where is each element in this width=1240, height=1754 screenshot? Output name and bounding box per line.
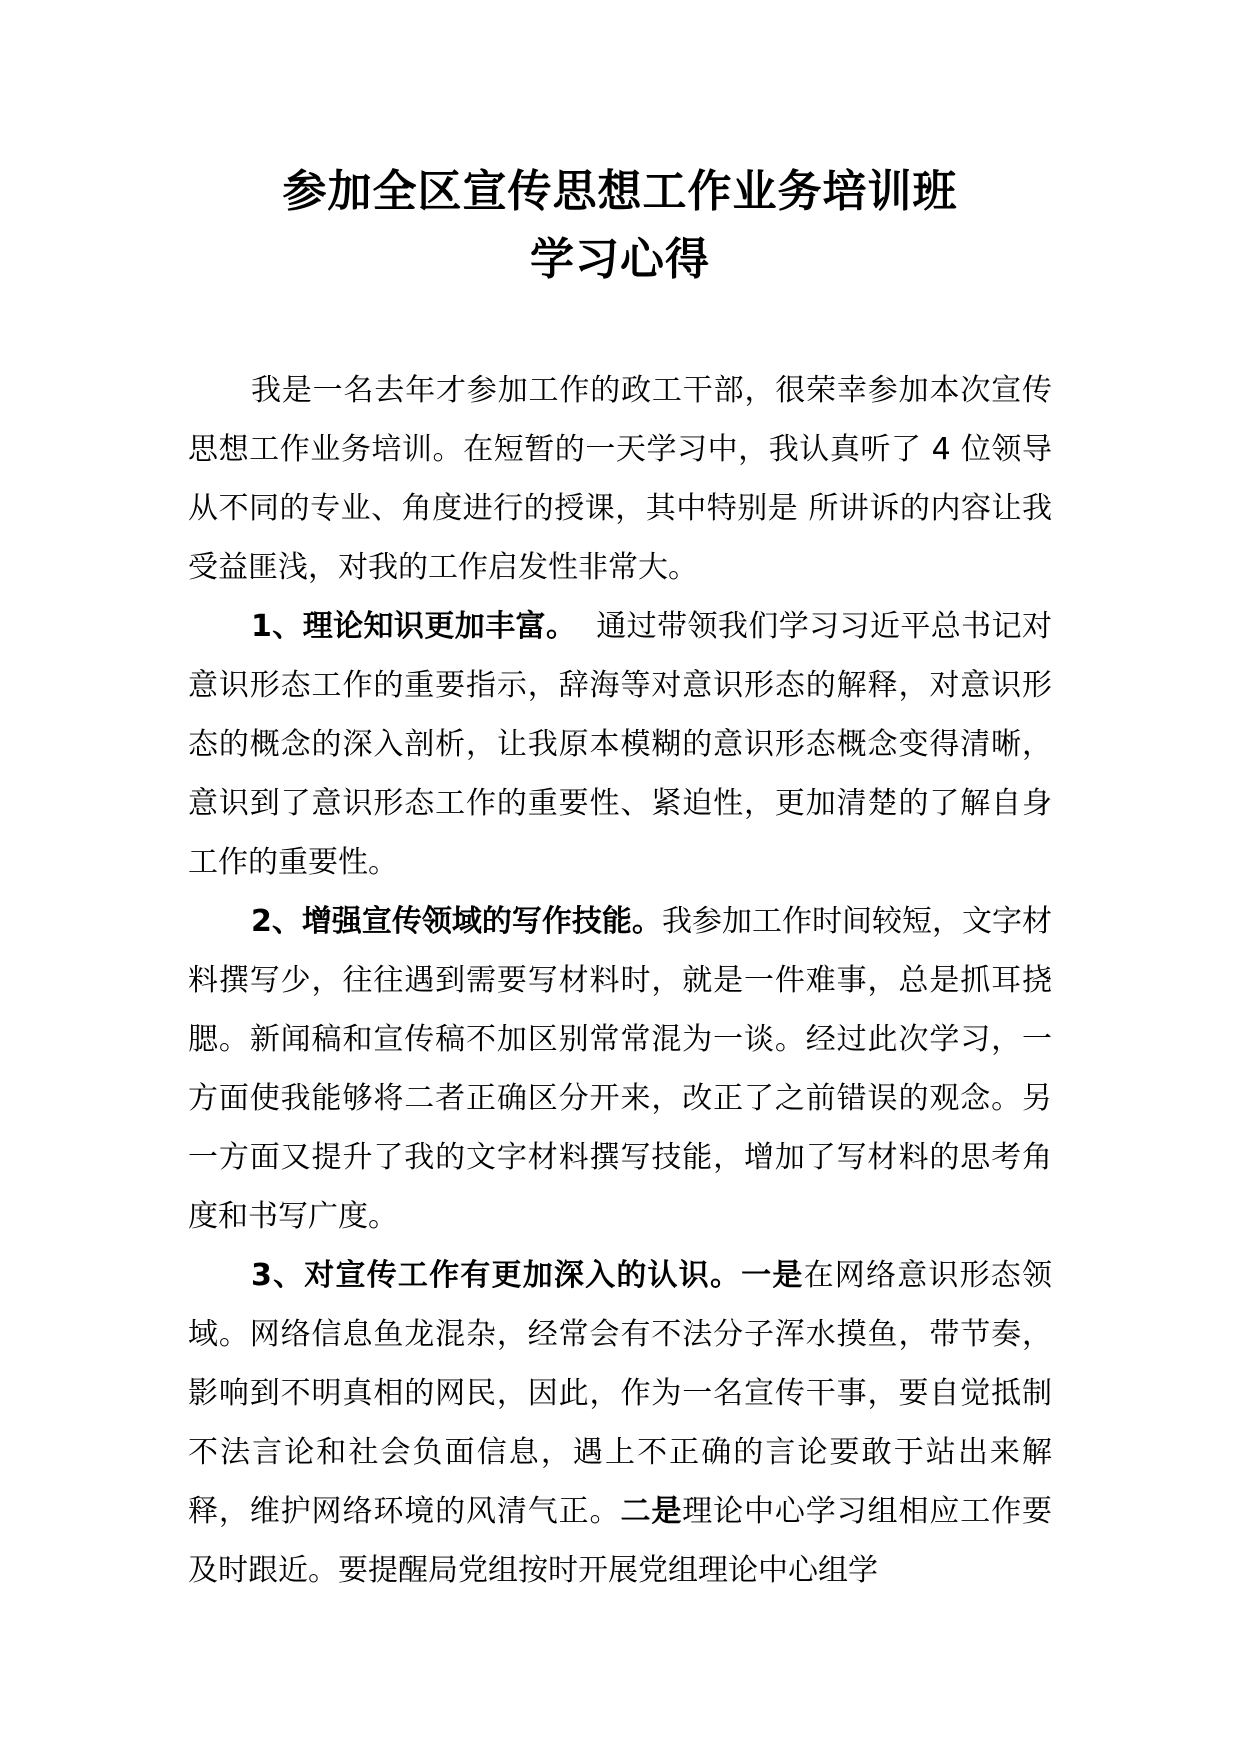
paragraph-point-3 — [188, 1246, 1052, 1600]
point-2-text: 我参加工作时间较短，文字材料撰写少，往往遇到需要写材料时，就是一件难事，总是抓耳挠腮。新闻稿和宣传稿不加区别常常混为一谈。经过此次学习，一方面使我能够将二者正确区分开来，改正了之前错误的观念。另一方面又提升了我的文字材料撰写技能，增加了写材料的思考角度和书写广度。 — [188, 904, 1053, 1234]
paragraph-intro — [188, 361, 1052, 597]
point-2-heading: 2、增强宣传领域的写作技能。 — [251, 904, 662, 939]
point-3-sub2-text: 理论中心学习组相应工作要及时跟近。要提醒局党组按时开展党组理论中心组学 — [188, 1494, 1053, 1588]
paragraph-intro-text: 我是一名去年才参加工作的政工干部，很荣幸参加本次宣传思想工作业务培训。在短暂的一天学习中，我认真听了 4 位领导从不同的专业、角度进行的授课，其中特别是 所讲诉的内容让我受益匪浅，对我的工作启发性非常大。 — [188, 373, 1052, 585]
document-body — [188, 361, 1052, 1600]
point-3-sub1-text: 在网络意识形态领域。网络信息鱼龙混杂，经常会有不法分子浑水摸鱼，带节奏，影响到不明真相的网民，因此，作为一名宣传干事，要自觉抵制不法言论和社会负面信息，遇上不正确的言论要敢于站出来解释，维护网络环境的风清气正。 — [188, 1258, 1053, 1529]
paragraph-point-1 — [188, 597, 1052, 892]
point-1-text: 通过带领我们学习习近平总书记对意识形态工作的重要指示，辞海等对意识形态的解释，对意识形态的概念的深入剖析，让我原本模糊的意识形态概念变得清晰，意识到了意识形态工作的重要性、紧迫性，更加清楚的了解自身工作的重要性。 — [188, 609, 1052, 880]
document-title-line2: 学习心得 — [530, 234, 710, 285]
point-3-heading: 3、对宣传工作有更加深入的认识。 — [251, 1258, 742, 1293]
point-1-heading: 1、理论知识更加丰富。 — [251, 609, 577, 644]
point-3-sub1-label: 一是 — [741, 1258, 804, 1293]
paragraph-point-2 — [188, 892, 1052, 1246]
point-3-sub2-label: 二是 — [620, 1494, 683, 1529]
document-title-line1: 参加全区宣传思想工作业务培训班 — [282, 166, 958, 217]
